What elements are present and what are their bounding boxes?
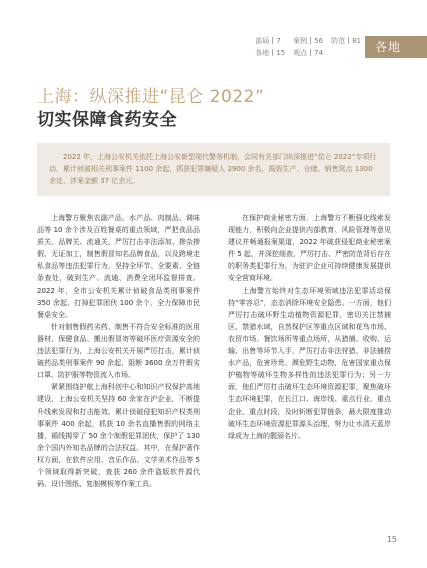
section-tab[interactable]: 各地 (367, 36, 427, 58)
article-title-line1: 上海：纵深推进“昆仑 2022” (37, 87, 265, 107)
stat-item: 观点 74 (293, 49, 324, 57)
right-column (228, 212, 391, 442)
page-number: 15 (386, 535, 397, 544)
stat-item: 案例 56 (293, 37, 324, 45)
left-column (37, 212, 200, 490)
stat-item: 防范 81 (331, 37, 361, 45)
paragraph: 针对制售假药劣药、制售不符合安全标准的医用器材、保健食品、搬出假冒寄等破坏医疗资源安全的违法犯罪行为，上海公安机关开展严厉打击，累计侦破药品类刑事案件 90 余起，阻断 3600 余万件假劣口罩、防护服等物资流入市场。 (37, 322, 200, 380)
stat-item: 部局 7 (255, 37, 281, 45)
paragraph: 在保护商业秘密方面，上海警方不断强化线索发现能力，积极向企业提供内部教育、风险管理等意见建议并畅通报案渠道，2022 年破获侵犯商业秘密案件 5 起，并深挖细查，严厉打击、严密防范背后存在的职务类犯罪行为，为驻沪企业可持续健康发展提供安全营商环境。 (228, 214, 391, 283)
article-title-line2: 切实保障食药安全 (37, 110, 177, 130)
header-stats (255, 36, 361, 58)
paragraph: 上海警方聚焦农副产品、水产品、肉制品、调味品等 10 余个涉及百姓餐桌的重点领域，严把食品品质关、品牌关、流通关，严厉打击非法添加、掺杂掺假、无证加工，制售假冒知名品牌食品，以及跨境走私食品等违法犯罪行为，坚持全环节、全要素、全链条查处，破到生产、流通、消费全闭环监督排查。2022 年，全市公安机关累计侦破食品类刑事案件 350 余起，打掉犯罪团伙 100 余个，全力保障市民餐桌安全。 (37, 214, 200, 319)
stat-item: 各地 15 (255, 49, 286, 57)
paragraph: 紧紧围绕护航上海科创中心和知识产权保护高地建设，上海公安机关坚持 60 余家在沪企业，不断提升线索发现和打击能效。累计侦破侵犯知识产权类刑事案件 400 余起，抓获 10 余名直播售假的网络主播，循线揭穿了 50 余个制假犯罪团伙，保护了 130 余个国内外知名品牌的合法权益。其中，在保护著作权方面，在软件应用、音乐作品、文学美术作品等 5 个领域取得新突破，查获 260 余件盗版软件源代码、设计图纸、复制模板等作案工具。 (37, 383, 200, 489)
paragraph: 上海警方始终对生态环境领域违法犯罪活动保持“零容忍”，态态消除环境安全隐患。一方面，他们严厉打击破坏野生动植物资源犯罪，密切关注禁捕区、禁猎水域，自然保护区等重点区域和花鸟市场、农贸市场、餐饮场所等重点场所，从猎捕、收购、运输、出售等环节入手，严厉打击非法狩猎、非法捕捞水产品，危害珍贵、濒危野生动物，危害国家重点保护植物等破坏生物多样性的违法犯罪行为；另一方面，他们严厉打击破坏生态环境资源犯罪，聚焦破坏生态环境犯罪，在长江口、海岸线、重点行业、重点企业、重点时段，及时斩断犯罪链条，最大限度推动破坏生态环境资源犯罪源头治理，努力让水清天蓝岸绿成为上海的靓丽名片。 (228, 286, 391, 440)
article-summary: 2022 年，上海公安机关依托上海公安新型现代警务机制，会同有关部门纵深推进“昆仑 2022”专项行动，累计侦破相关刑事案件 1100 余起，抓获犯罪嫌疑人 2900 余名，捣毁生产、仓储、销售窝点 1300 余处，涉案金额 37 亿余元。 (37, 143, 390, 196)
